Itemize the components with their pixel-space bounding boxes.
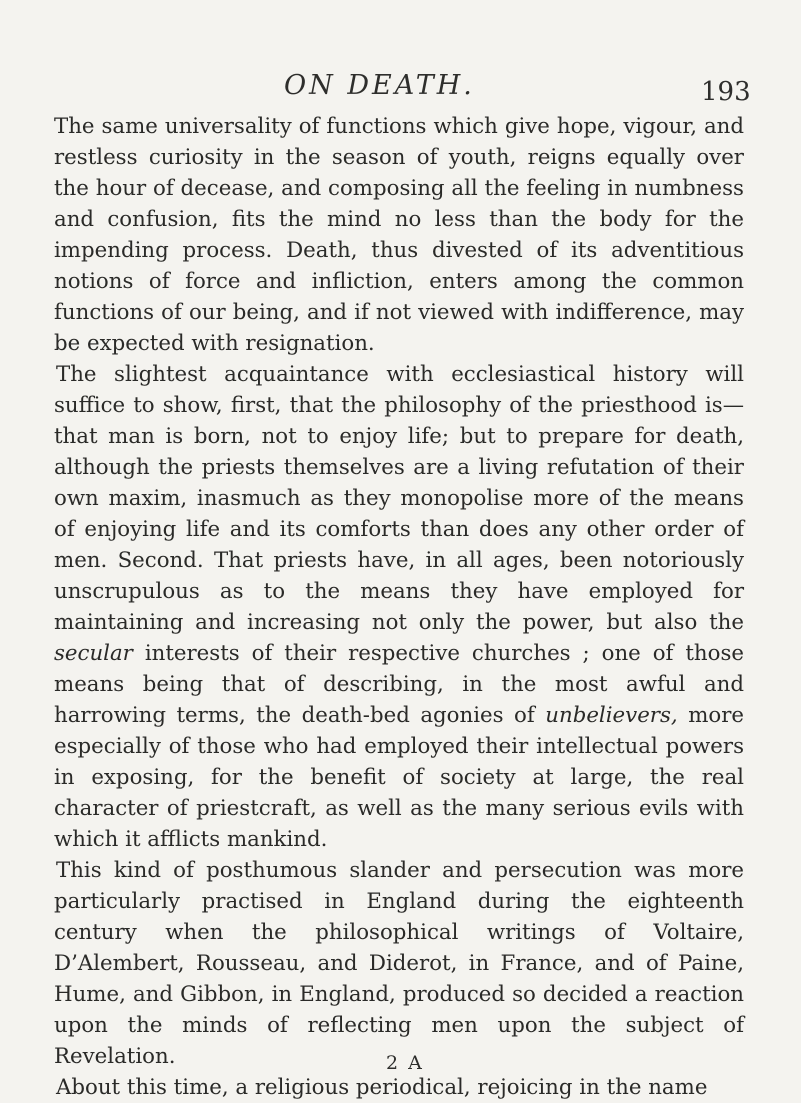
page-number: 193 xyxy=(701,77,751,107)
body-text xyxy=(54,111,744,1103)
paragraph xyxy=(54,359,744,855)
paragraph-text: The slightest acquaintance with ecclesiastical history will suffice to show, first, that the philosophy of the priesthood is— that man is born, not to enjoy life; but to prepare for death, although the priests themselves are a living refutation of their own maxim, inasmuch as they monopolise more of the means of enjoying life and its comforts than does any other order of men. Second. That priests have, in all ages, been notoriously unscrupulous as to the means they have employed for maintaining and increasing not only the power, but also the xyxy=(54,362,744,635)
paragraph: The same universality of functions which give hope, vigour, and restless curiosity in the season of youth, reigns equally over the hour of decease, and composing all the feeling in numbness and confusion, fits the mind no less than the body for the impending process. Death, thus divested of its adventitious notions of force and infliction, enters among the common functions of our being, and if not viewed with indifference, may be expected with resignation. xyxy=(54,114,744,356)
running-head: ON DEATH. xyxy=(284,70,475,101)
signature-mark: 2 A xyxy=(386,1052,424,1074)
paragraph-text: more especially of those who had employed their intellectual powers in exposing, for the benefit of society at large, the real character of priestcraft, as well as the many serious evils with which it afflicts mankind. xyxy=(54,703,744,852)
paragraph: This kind of posthumous slander and persecution was more particularly practised in England during the eighteenth century when the philosophical writings of Voltaire, D’Alembert, Rousseau, and Diderot, in France, and of Paine, Hume, and Gibbon, in England, produced so decided a reaction upon the minds of reflecting men upon the subject of Revelation. xyxy=(54,858,744,1069)
italic-term: unbelievers, xyxy=(545,703,678,728)
paragraph: About this time, a religious periodical, rejoicing in the name xyxy=(56,1075,708,1100)
paragraph-text: interests of their respective churches ; one of those means being that of describing, in the most awful and harrowing terms, the death-bed agonies of xyxy=(54,641,744,728)
italic-term: secular xyxy=(54,641,133,666)
